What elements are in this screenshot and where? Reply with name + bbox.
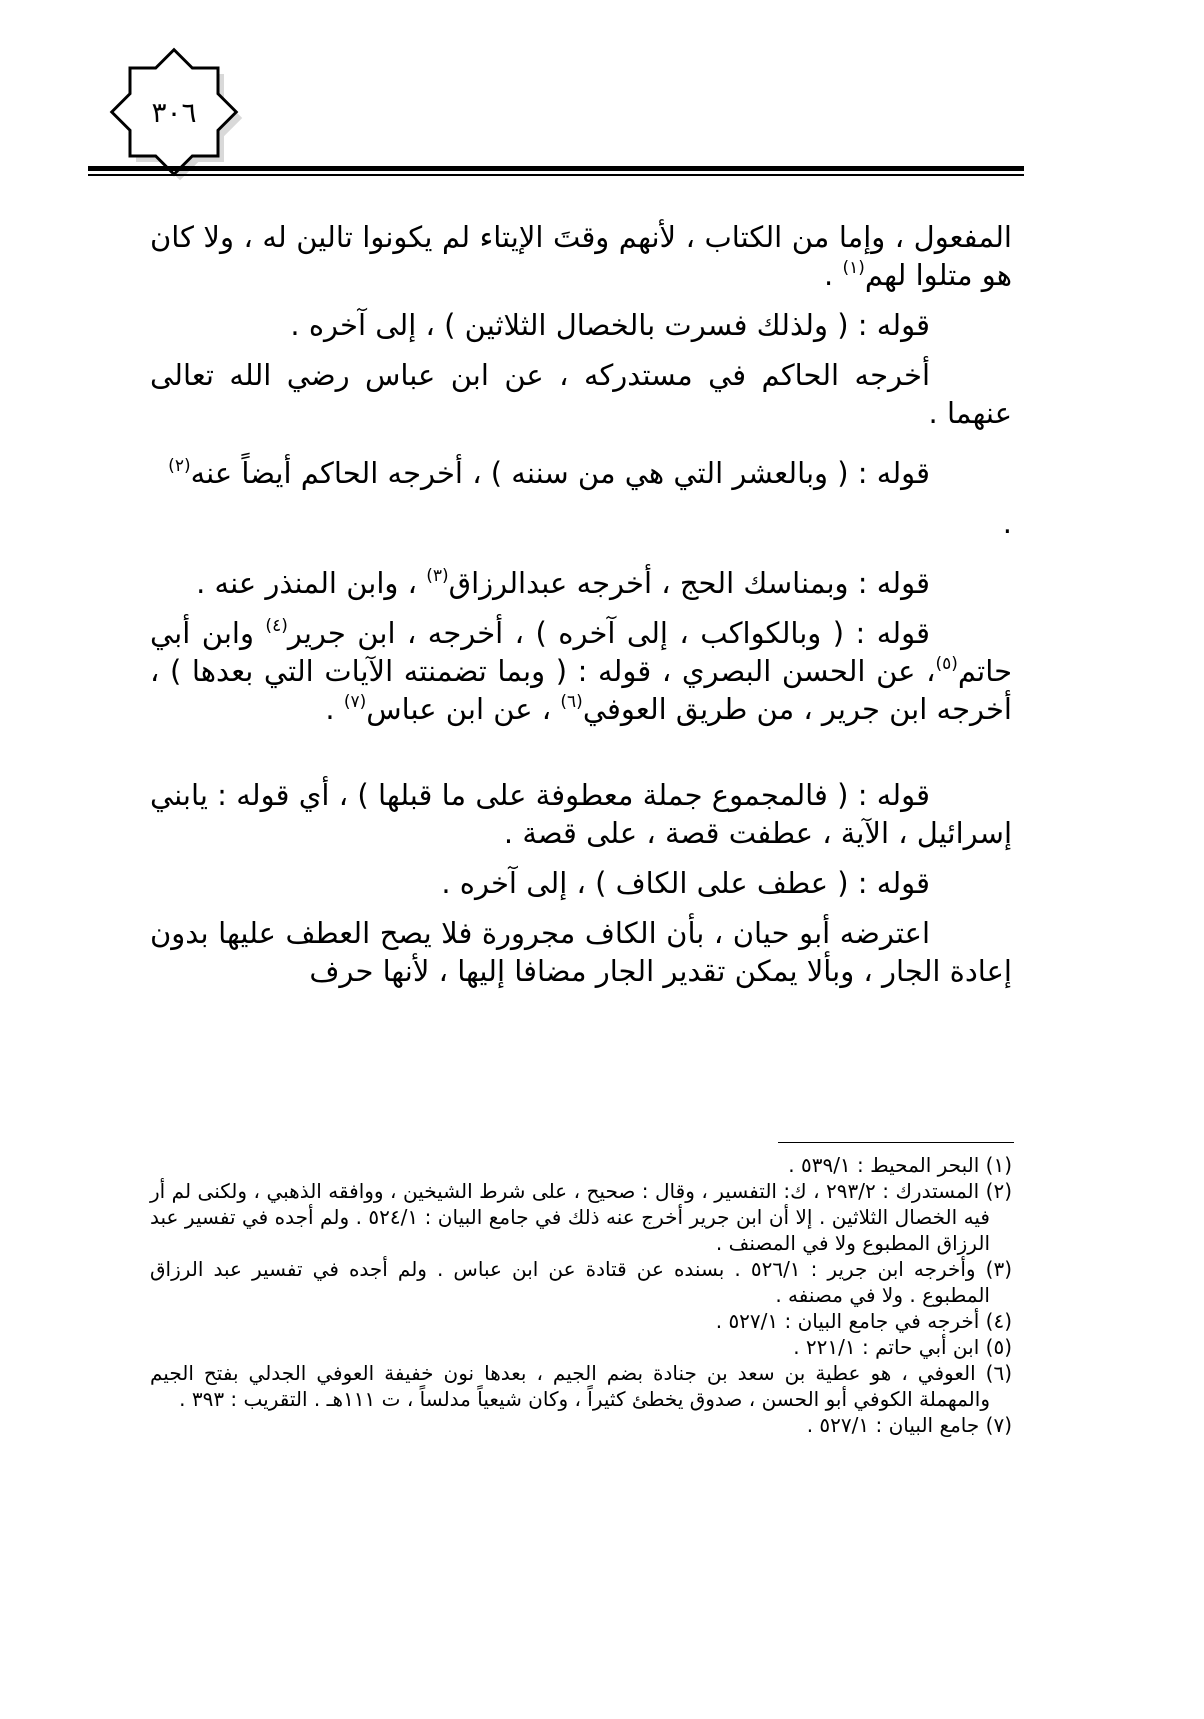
footnote-ref[interactable]: (٥) <box>935 654 958 674</box>
paragraph: المفعول ، وإما من الكتاب ، لأنهم وقتَ الإيتاء لم يكونوا تالين له ، ولا كان هو متلوا لهم$^{(١)}$ . <box>150 220 1012 292</box>
footnote: (١) البحر المحيط : ٥٣٩/١ . <box>788 1153 1012 1177</box>
footnote: (٥) ابن أبي حاتم : ٢٢١/١ . <box>793 1335 1012 1359</box>
main-text <box>150 218 1012 990</box>
paragraph: أخرجه الحاكم في مستدركه ، عن ابن عباس رضي الله تعالى عنهما . <box>150 358 1012 430</box>
footnote: (٤) أخرجه في جامع البيان : ٥٢٧/١ . <box>715 1309 1012 1333</box>
footnote: (٦) العوفي ، هو عطية بن سعد بن جنادة بضم الجيم ، بعدها نون خفيفة العوفي الجدلي بفتح الجيم والمهملة الكوفي أبو الحسن ، صدوق يخطئ كثيراً ، وكان شيعياً مدلساً ، ت ١١١هـ . التقريب : ٣٩٣ . <box>150 1361 1012 1411</box>
footnote: (٢) المستدرك : ٢٩٣/٢ ، ك: التفسير ، وقال : صحيح ، على شرط الشيخين ، ووافقه الذهبي ، ولكنى لم أر فيه الخصال الثلاثين . إلا أن ابن جرير أخرج عنه ذلك في جامع البيان : ٥٢٤/١ . ولم أجده في تفسير عبد الرزاق المطبوع ولا في المصنف . <box>150 1179 1012 1255</box>
paragraph: قوله : ( فالمجموع جملة معطوفة على ما قبلها ) ، أي قوله : يابني إسرائيل ، الآية ، عطفت قصة ، على قصة . <box>150 778 1012 850</box>
footnote-ref[interactable]: (٦) <box>560 692 583 712</box>
paragraph: قوله : ( عطف على الكاف ) ، إلى آخره . <box>441 866 930 900</box>
paragraph: قوله : ( وبالعشر التي هي من سننه ) ، أخرجه الحاكم أيضاً عنه$^{(٢)}$ <box>168 456 930 490</box>
footnotes <box>150 1152 1012 1438</box>
page-number-badge <box>104 42 244 182</box>
footnote-ref[interactable]: (٤) <box>265 616 288 636</box>
footnote: (٣) وأخرجه ابن جرير : ٥٢٦/١ . بسنده عن قتادة عن ابن عباس . ولم أجده في تفسير عبد الرزاق المطبوع . ولا في مصنفه . <box>150 1257 1013 1307</box>
footnote-separator <box>778 1142 1014 1143</box>
paragraph-end-mark: . <box>1002 506 1012 540</box>
paragraph: قوله : وبمناسك الحج ، أخرجه عبدالرزاق$^{(٣)}$ ، وابن المنذر عنه . <box>196 566 930 600</box>
header-rule-thick <box>88 166 1024 171</box>
header-rule-thin <box>88 174 1024 176</box>
paragraph: قوله : ( وبالكواكب ، إلى آخره ) ، أخرجه ، ابن جرير$^{(٤)}$ وابن أبي حاتم$^{(٥)}$، عن الحسن البصري ، قوله : ( وبما تضمنته الآيات التي بعدها ) ، أخرجه ابن جرير ، من طريق العوفي$^{(٦)}$ ، عن ابن عباس$^{(٧)}$ . <box>150 616 1012 726</box>
footnote: (٧) جامع البيان : ٥٢٧/١ . <box>806 1413 1012 1437</box>
paragraph: قوله : ( ولذلك فسرت بالخصال الثلاثين ) ، إلى آخره . <box>290 308 930 342</box>
footnote-ref[interactable]: (١) <box>842 258 865 278</box>
footnote-ref[interactable]: (٧) <box>343 692 367 712</box>
paragraph: اعترضه أبو حيان ، بأن الكاف مجرورة فلا يصح العطف عليها بدون إعادة الجار ، وبألا يمكن تقدير الجار مضافا إليها ، لأنها حرف <box>150 916 1012 988</box>
footnote-ref[interactable]: (٣) <box>426 566 449 586</box>
page-number: ٣٠٦ <box>151 95 197 129</box>
footnote-ref[interactable]: (٢) <box>168 456 191 476</box>
